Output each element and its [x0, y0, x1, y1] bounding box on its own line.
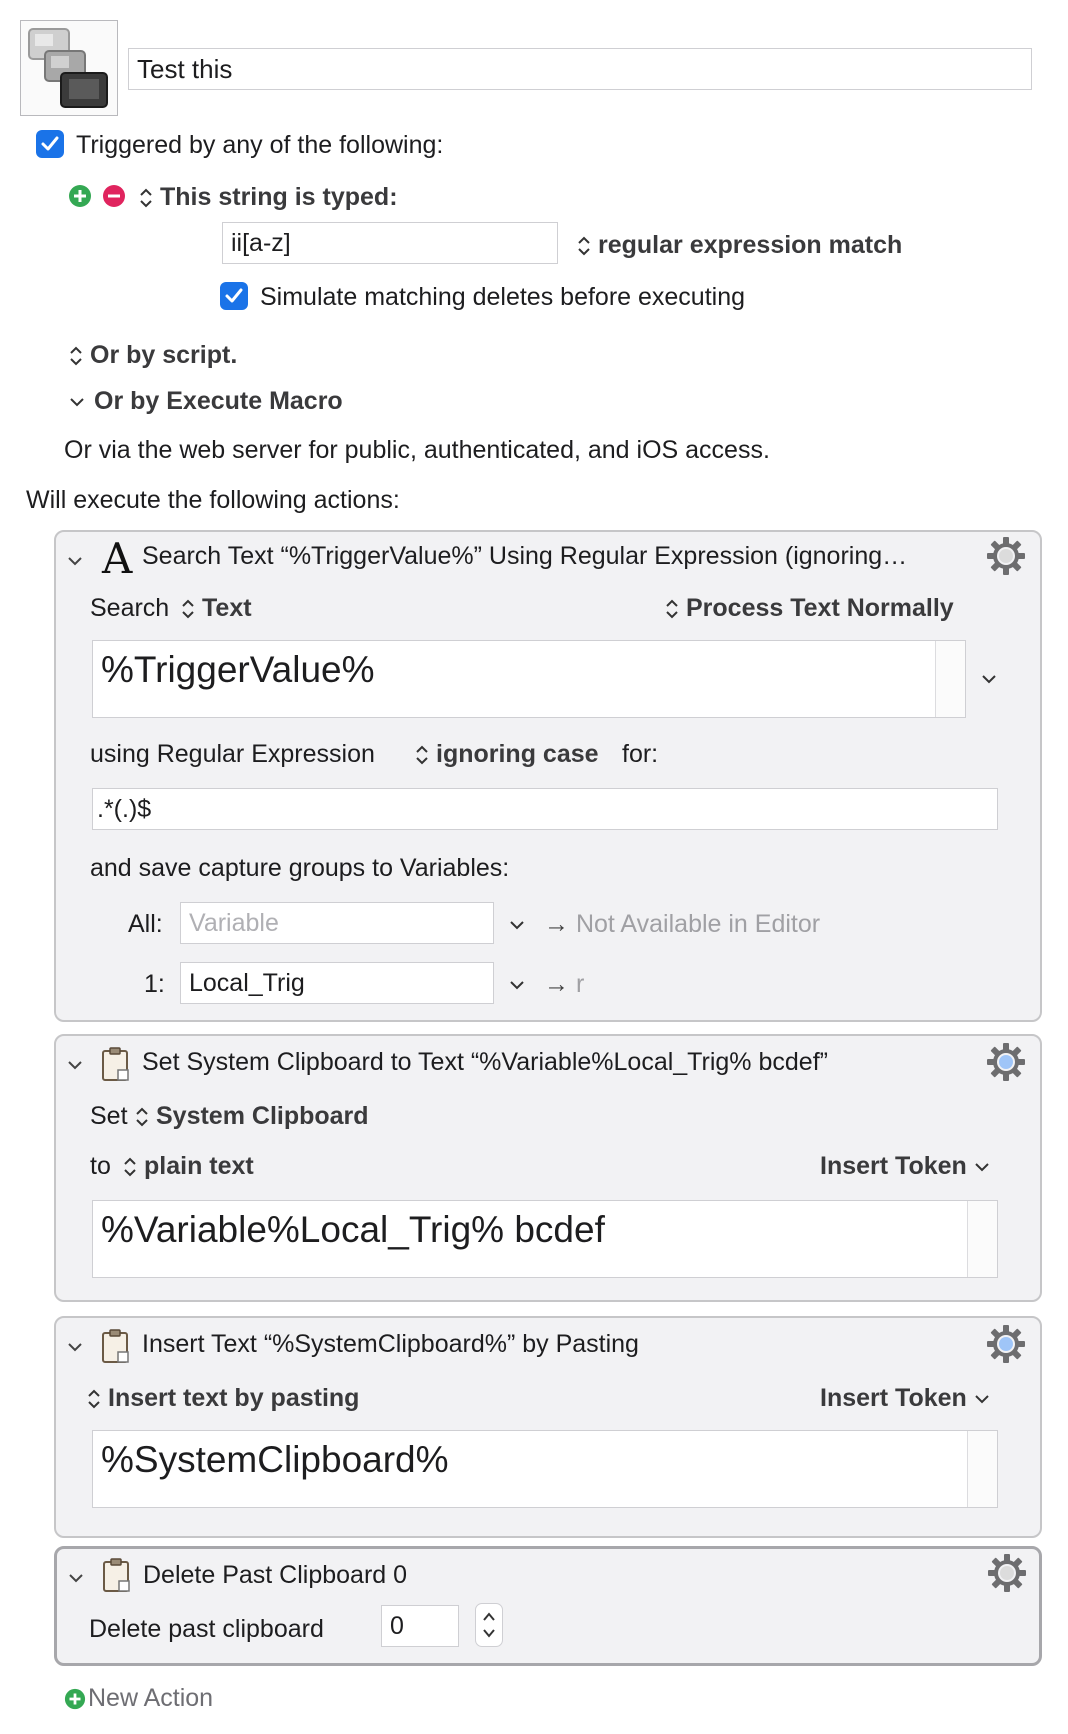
delete-past-clipboard-label: Delete past clipboard [89, 1615, 324, 1643]
insert-mode-select[interactable] [86, 1384, 359, 1413]
up-down-chevron-icon [68, 344, 84, 368]
action-search-text[interactable] [54, 530, 1042, 1022]
up-down-chevron-icon [180, 597, 196, 621]
set-label: Set [90, 1102, 128, 1130]
group1-label: 1: [144, 970, 165, 998]
or-by-execute-macro-label: Or by Execute Macro [94, 387, 343, 415]
all-result [544, 910, 820, 939]
regex-value: .*(.)$ [97, 794, 152, 823]
action-set-clipboard[interactable] [54, 1034, 1042, 1302]
clipboard-text-value: %Variable%Local_Trig% bcdef [101, 1209, 605, 1250]
triggers-enabled-label: Triggered by any of the following: [76, 131, 444, 159]
up-down-chevron-icon [134, 1105, 150, 1129]
triggers-enabled-checkbox[interactable] [36, 130, 64, 158]
trigger-type-label: This string is typed: [160, 183, 398, 211]
action-delete-past-clipboard[interactable] [54, 1546, 1042, 1666]
typed-string-value: ii[a-z] [231, 228, 291, 257]
insert-token-label: Insert Token [820, 1152, 967, 1180]
add-icon [64, 1688, 86, 1710]
or-by-execute-macro-disclosure[interactable] [68, 387, 343, 416]
process-text-select[interactable] [664, 594, 954, 623]
format-value: plain text [144, 1152, 254, 1180]
macro-windows-icon [21, 21, 117, 115]
clipboard-text-area[interactable] [92, 1200, 998, 1278]
chevron-down-icon[interactable] [980, 672, 998, 686]
insert-text-area[interactable] [92, 1430, 998, 1508]
or-by-script-label: Or by script. [90, 341, 238, 369]
stepper-arrows-icon [476, 1604, 502, 1646]
search-label: Search [90, 594, 170, 622]
trigger-type-select[interactable] [138, 183, 398, 212]
macro-icon-well[interactable] [20, 20, 118, 116]
web-server-text: Or via the web server for public, authenticated, and iOS access. [64, 436, 770, 464]
up-down-chevron-icon [576, 234, 592, 258]
up-down-chevron-icon [86, 1387, 102, 1411]
or-by-script-select[interactable] [68, 341, 237, 370]
insert-text-value: %SystemClipboard% [101, 1439, 449, 1480]
text-area-scrollbar[interactable] [967, 1431, 997, 1507]
clipboard-target-select[interactable] [134, 1102, 369, 1131]
up-down-chevron-icon [138, 186, 154, 210]
action-insert-text[interactable] [54, 1316, 1042, 1538]
gear-icon[interactable] [986, 1042, 1026, 1082]
arrow-right-icon: → [544, 970, 569, 998]
insert-token-menu[interactable] [820, 1384, 991, 1413]
chevron-down-icon [973, 1160, 991, 1174]
group1-result-text: r [575, 970, 585, 998]
simulate-deletes-checkbox[interactable] [220, 282, 248, 310]
insert-token-label: Insert Token [820, 1384, 967, 1412]
all-result-text: Not Available in Editor [575, 910, 821, 938]
using-regex-label: using Regular Expression [90, 740, 375, 768]
search-text-area[interactable] [92, 640, 966, 718]
clipboard-target-value: System Clipboard [156, 1102, 369, 1130]
action-title: Set System Clipboard to Text “%Variable%Local_Trig% bcdef” [142, 1048, 828, 1076]
gear-icon[interactable] [986, 1324, 1026, 1364]
process-text-value: Process Text Normally [686, 594, 954, 622]
collapse-chevron-icon[interactable] [66, 1340, 84, 1354]
new-action-button[interactable] [64, 1684, 213, 1713]
actions-header: Will execute the following actions: [26, 486, 400, 514]
search-source-value: Text [202, 594, 252, 622]
macro-name-value: Test this [137, 53, 233, 84]
group1-variable-value: Local_Trig [189, 968, 305, 997]
clipboard-icon [101, 1557, 133, 1593]
all-label: All: [128, 910, 163, 938]
clipboard-icon [100, 1328, 132, 1364]
case-value: ignoring case [436, 740, 599, 768]
text-action-icon: A [102, 534, 133, 583]
insert-mode-value: Insert text by pasting [108, 1384, 360, 1412]
text-area-scrollbar[interactable] [935, 641, 965, 717]
group1-variable-field[interactable] [180, 962, 494, 1004]
format-select[interactable] [122, 1152, 254, 1181]
add-trigger-icon[interactable] [68, 184, 92, 208]
case-select[interactable] [414, 740, 599, 769]
new-action-label: New Action [88, 1684, 214, 1712]
checkmark-icon [224, 286, 244, 306]
regex-field[interactable] [92, 788, 998, 830]
remove-trigger-icon[interactable] [102, 184, 126, 208]
up-down-chevron-icon [122, 1155, 138, 1179]
action-title: Search Text “%TriggerValue%” Using Regular Expression (ignoring… [142, 542, 908, 570]
action-title: Delete Past Clipboard 0 [143, 1561, 408, 1589]
up-down-chevron-icon [414, 743, 430, 767]
match-mode-label: regular expression match [598, 231, 903, 259]
match-mode-select[interactable] [576, 231, 902, 260]
to-label: to [90, 1152, 111, 1180]
up-down-chevron-icon [664, 597, 680, 621]
group1-result [544, 970, 584, 999]
macro-name-field[interactable] [128, 48, 1032, 90]
capture-groups-label: and save capture groups to Variables: [90, 854, 510, 882]
for-label: for: [622, 740, 659, 768]
collapse-chevron-icon[interactable] [67, 1571, 85, 1585]
chevron-down-icon[interactable] [508, 918, 526, 932]
search-source-select[interactable] [180, 594, 252, 623]
clipboard-index-stepper[interactable] [475, 1603, 503, 1647]
gear-icon[interactable] [986, 536, 1026, 576]
clipboard-icon [100, 1046, 132, 1082]
all-variable-field[interactable] [180, 902, 494, 944]
chevron-down-icon[interactable] [508, 978, 526, 992]
arrow-right-icon: → [544, 910, 569, 938]
text-area-scrollbar[interactable] [967, 1201, 997, 1277]
typed-string-field[interactable] [222, 222, 558, 264]
clipboard-index-field[interactable] [381, 1605, 459, 1647]
chevron-down-icon [68, 395, 86, 409]
checkmark-icon [40, 134, 60, 154]
simulate-deletes-label: Simulate matching deletes before executing [260, 283, 746, 311]
collapse-chevron-icon[interactable] [66, 1058, 84, 1072]
search-text-value: %TriggerValue% [101, 649, 375, 690]
collapse-chevron-icon[interactable] [66, 554, 84, 568]
gear-icon[interactable] [987, 1553, 1027, 1593]
clipboard-index-value: 0 [390, 1611, 404, 1640]
chevron-down-icon [973, 1392, 991, 1406]
action-title: Insert Text “%SystemClipboard%” by Pasting [142, 1330, 639, 1358]
all-variable-placeholder: Variable [189, 908, 279, 937]
insert-token-menu[interactable] [820, 1152, 991, 1181]
